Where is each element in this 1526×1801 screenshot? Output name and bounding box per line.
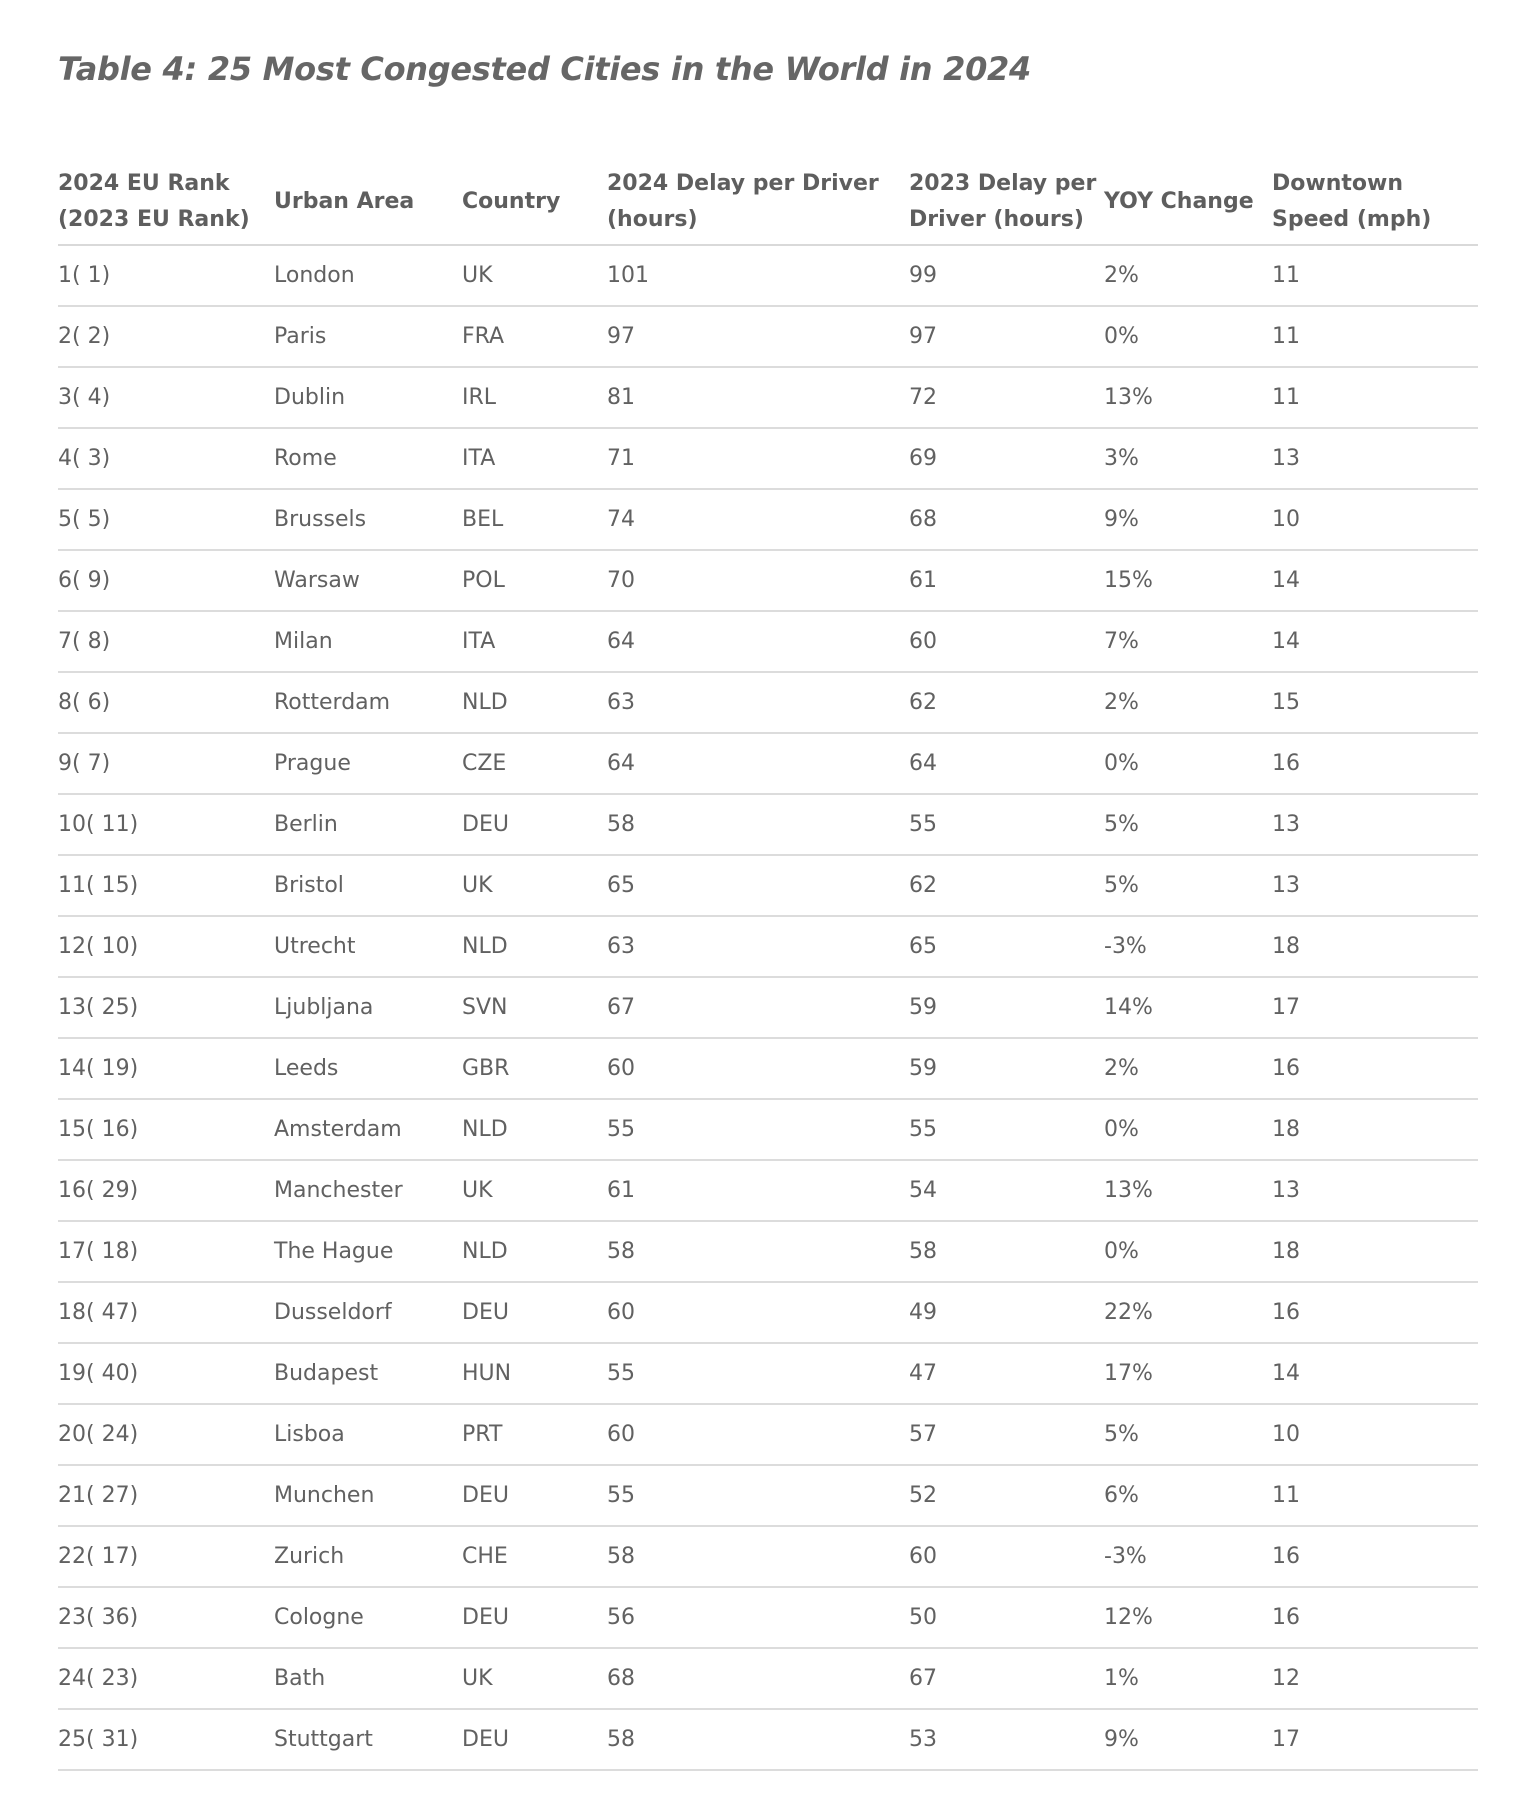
delay-2024-cell: 68	[607, 1648, 909, 1709]
country-cell: CZE	[462, 733, 607, 794]
urban-area-cell: Ljubljana	[274, 977, 462, 1038]
rank-cell: 11( 15)	[58, 855, 274, 916]
yoy-change-cell: 14%	[1104, 977, 1272, 1038]
downtown-speed-cell: 16	[1272, 1038, 1478, 1099]
header-country: Country	[462, 160, 607, 245]
country-cell: UK	[462, 1160, 607, 1221]
delay-2023-cell: 61	[909, 550, 1104, 611]
table-row	[58, 916, 1478, 977]
table-row	[58, 1404, 1478, 1465]
yoy-change-cell: 7%	[1104, 611, 1272, 672]
table-row	[58, 550, 1478, 611]
delay-2024-cell: 58	[607, 1709, 909, 1770]
delay-2023-cell: 68	[909, 489, 1104, 550]
delay-2023-cell: 53	[909, 1709, 1104, 1770]
table-row	[58, 306, 1478, 367]
table-row	[58, 1587, 1478, 1648]
delay-2023-cell: 47	[909, 1343, 1104, 1404]
table-row	[58, 1221, 1478, 1282]
urban-area-cell: Utrecht	[274, 916, 462, 977]
rank-cell: 24( 23)	[58, 1648, 274, 1709]
table-row	[58, 1526, 1478, 1587]
country-cell: IRL	[462, 367, 607, 428]
table-row	[58, 1343, 1478, 1404]
yoy-change-cell: 15%	[1104, 550, 1272, 611]
country-cell: SVN	[462, 977, 607, 1038]
downtown-speed-cell: 16	[1272, 1587, 1478, 1648]
delay-2023-cell: 49	[909, 1282, 1104, 1343]
yoy-change-cell: 0%	[1104, 1221, 1272, 1282]
yoy-change-cell: 0%	[1104, 1099, 1272, 1160]
downtown-speed-cell: 14	[1272, 550, 1478, 611]
downtown-speed-cell: 17	[1272, 1709, 1478, 1770]
country-cell: HUN	[462, 1343, 607, 1404]
downtown-speed-cell: 17	[1272, 977, 1478, 1038]
header-yoy-change: YOY Change	[1104, 160, 1272, 245]
country-cell: DEU	[462, 794, 607, 855]
delay-2023-cell: 64	[909, 733, 1104, 794]
yoy-change-cell: -3%	[1104, 1526, 1272, 1587]
downtown-speed-cell: 14	[1272, 611, 1478, 672]
delay-2024-cell: 64	[607, 611, 909, 672]
yoy-change-cell: 6%	[1104, 1465, 1272, 1526]
downtown-speed-cell: 18	[1272, 916, 1478, 977]
yoy-change-cell: 5%	[1104, 1404, 1272, 1465]
delay-2024-cell: 81	[607, 367, 909, 428]
urban-area-cell: Brussels	[274, 489, 462, 550]
delay-2023-cell: 67	[909, 1648, 1104, 1709]
country-cell: ITA	[462, 611, 607, 672]
country-cell: BEL	[462, 489, 607, 550]
rank-cell: 1( 1)	[58, 245, 274, 306]
urban-area-cell: Bristol	[274, 855, 462, 916]
delay-2024-cell: 97	[607, 306, 909, 367]
table-row	[58, 428, 1478, 489]
downtown-speed-cell: 15	[1272, 672, 1478, 733]
header-delay-2023: 2023 Delay per Driver (hours)	[909, 160, 1104, 245]
header-delay-2024: 2024 Delay per Driver (hours)	[607, 160, 909, 245]
downtown-speed-cell: 13	[1272, 855, 1478, 916]
delay-2023-cell: 55	[909, 1099, 1104, 1160]
urban-area-cell: Milan	[274, 611, 462, 672]
delay-2023-cell: 54	[909, 1160, 1104, 1221]
delay-2023-cell: 69	[909, 428, 1104, 489]
country-cell: DEU	[462, 1282, 607, 1343]
delay-2023-cell: 59	[909, 977, 1104, 1038]
yoy-change-cell: 2%	[1104, 245, 1272, 306]
urban-area-cell: Manchester	[274, 1160, 462, 1221]
downtown-speed-cell: 16	[1272, 1526, 1478, 1587]
downtown-speed-cell: 13	[1272, 428, 1478, 489]
urban-area-cell: Leeds	[274, 1038, 462, 1099]
country-cell: UK	[462, 855, 607, 916]
urban-area-cell: Budapest	[274, 1343, 462, 1404]
header-urban-area: Urban Area	[274, 160, 462, 245]
urban-area-cell: Cologne	[274, 1587, 462, 1648]
table-row	[58, 1709, 1478, 1770]
delay-2024-cell: 60	[607, 1404, 909, 1465]
table-row	[58, 1465, 1478, 1526]
urban-area-cell: Zurich	[274, 1526, 462, 1587]
delay-2024-cell: 63	[607, 672, 909, 733]
table-row	[58, 672, 1478, 733]
table-row	[58, 794, 1478, 855]
rank-cell: 12( 10)	[58, 916, 274, 977]
downtown-speed-cell: 10	[1272, 489, 1478, 550]
downtown-speed-cell: 10	[1272, 1404, 1478, 1465]
yoy-change-cell: 0%	[1104, 733, 1272, 794]
table-header	[58, 160, 1478, 245]
delay-2023-cell: 62	[909, 855, 1104, 916]
rank-cell: 20( 24)	[58, 1404, 274, 1465]
urban-area-cell: Dublin	[274, 367, 462, 428]
delay-2024-cell: 60	[607, 1282, 909, 1343]
table-row	[58, 1648, 1478, 1709]
header-downtown-speed: Downtown Speed (mph)	[1272, 160, 1478, 245]
urban-area-cell: The Hague	[274, 1221, 462, 1282]
rank-cell: 18( 47)	[58, 1282, 274, 1343]
delay-2023-cell: 55	[909, 794, 1104, 855]
yoy-change-cell: 5%	[1104, 855, 1272, 916]
delay-2024-cell: 65	[607, 855, 909, 916]
downtown-speed-cell: 14	[1272, 1343, 1478, 1404]
country-cell: GBR	[462, 1038, 607, 1099]
rank-cell: 16( 29)	[58, 1160, 274, 1221]
country-cell: NLD	[462, 916, 607, 977]
rank-cell: 2( 2)	[58, 306, 274, 367]
yoy-change-cell: 13%	[1104, 367, 1272, 428]
delay-2024-cell: 58	[607, 1526, 909, 1587]
delay-2024-cell: 74	[607, 489, 909, 550]
urban-area-cell: Amsterdam	[274, 1099, 462, 1160]
delay-2024-cell: 55	[607, 1465, 909, 1526]
country-cell: FRA	[462, 306, 607, 367]
rank-cell: 9( 7)	[58, 733, 274, 794]
delay-2023-cell: 60	[909, 611, 1104, 672]
yoy-change-cell: -3%	[1104, 916, 1272, 977]
delay-2023-cell: 65	[909, 916, 1104, 977]
urban-area-cell: Warsaw	[274, 550, 462, 611]
yoy-change-cell: 9%	[1104, 1709, 1272, 1770]
rank-cell: 23( 36)	[58, 1587, 274, 1648]
table-title: Table 4: 25 Most Congested Cities in the World in 2024	[58, 50, 1031, 88]
country-cell: DEU	[462, 1465, 607, 1526]
table-row	[58, 733, 1478, 794]
country-cell: PRT	[462, 1404, 607, 1465]
country-cell: ITA	[462, 428, 607, 489]
rank-cell: 13( 25)	[58, 977, 274, 1038]
urban-area-cell: Rome	[274, 428, 462, 489]
delay-2023-cell: 59	[909, 1038, 1104, 1099]
congestion-table	[58, 160, 1478, 1771]
delay-2024-cell: 67	[607, 977, 909, 1038]
country-cell: NLD	[462, 1221, 607, 1282]
rank-cell: 6( 9)	[58, 550, 274, 611]
table-body	[58, 245, 1478, 1770]
rank-cell: 5( 5)	[58, 489, 274, 550]
yoy-change-cell: 22%	[1104, 1282, 1272, 1343]
delay-2024-cell: 60	[607, 1038, 909, 1099]
delay-2024-cell: 64	[607, 733, 909, 794]
delay-2024-cell: 58	[607, 794, 909, 855]
downtown-speed-cell: 12	[1272, 1648, 1478, 1709]
table-row	[58, 855, 1478, 916]
rank-cell: 4( 3)	[58, 428, 274, 489]
urban-area-cell: Rotterdam	[274, 672, 462, 733]
table-row	[58, 245, 1478, 306]
delay-2023-cell: 62	[909, 672, 1104, 733]
downtown-speed-cell: 11	[1272, 1465, 1478, 1526]
country-cell: DEU	[462, 1587, 607, 1648]
delay-2023-cell: 52	[909, 1465, 1104, 1526]
table-row	[58, 1038, 1478, 1099]
yoy-change-cell: 13%	[1104, 1160, 1272, 1221]
downtown-speed-cell: 16	[1272, 733, 1478, 794]
header-row	[58, 160, 1478, 245]
delay-2024-cell: 71	[607, 428, 909, 489]
table-row	[58, 1160, 1478, 1221]
delay-2023-cell: 50	[909, 1587, 1104, 1648]
downtown-speed-cell: 16	[1272, 1282, 1478, 1343]
rank-cell: 17( 18)	[58, 1221, 274, 1282]
table-row	[58, 1099, 1478, 1160]
country-cell: CHE	[462, 1526, 607, 1587]
urban-area-cell: Munchen	[274, 1465, 462, 1526]
delay-2024-cell: 55	[607, 1343, 909, 1404]
table-row	[58, 611, 1478, 672]
delay-2024-cell: 56	[607, 1587, 909, 1648]
country-cell: UK	[462, 245, 607, 306]
rank-cell: 14( 19)	[58, 1038, 274, 1099]
table-row	[58, 977, 1478, 1038]
delay-2023-cell: 57	[909, 1404, 1104, 1465]
yoy-change-cell: 0%	[1104, 306, 1272, 367]
rank-cell: 22( 17)	[58, 1526, 274, 1587]
table-row	[58, 489, 1478, 550]
urban-area-cell: Berlin	[274, 794, 462, 855]
downtown-speed-cell: 13	[1272, 794, 1478, 855]
rank-cell: 25( 31)	[58, 1709, 274, 1770]
downtown-speed-cell: 11	[1272, 367, 1478, 428]
header-rank: 2024 EU Rank (2023 EU Rank)	[58, 160, 274, 245]
delay-2024-cell: 58	[607, 1221, 909, 1282]
rank-cell: 19( 40)	[58, 1343, 274, 1404]
country-cell: POL	[462, 550, 607, 611]
downtown-speed-cell: 13	[1272, 1160, 1478, 1221]
delay-2024-cell: 101	[607, 245, 909, 306]
rank-cell: 7( 8)	[58, 611, 274, 672]
yoy-change-cell: 12%	[1104, 1587, 1272, 1648]
delay-2024-cell: 63	[607, 916, 909, 977]
delay-2023-cell: 72	[909, 367, 1104, 428]
country-cell: NLD	[462, 1099, 607, 1160]
delay-2024-cell: 61	[607, 1160, 909, 1221]
rank-cell: 15( 16)	[58, 1099, 274, 1160]
rank-cell: 10( 11)	[58, 794, 274, 855]
yoy-change-cell: 5%	[1104, 794, 1272, 855]
downtown-speed-cell: 11	[1272, 306, 1478, 367]
yoy-change-cell: 2%	[1104, 672, 1272, 733]
downtown-speed-cell: 18	[1272, 1221, 1478, 1282]
urban-area-cell: Dusseldorf	[274, 1282, 462, 1343]
yoy-change-cell: 2%	[1104, 1038, 1272, 1099]
delay-2023-cell: 97	[909, 306, 1104, 367]
rank-cell: 8( 6)	[58, 672, 274, 733]
urban-area-cell: Lisboa	[274, 1404, 462, 1465]
rank-cell: 3( 4)	[58, 367, 274, 428]
country-cell: DEU	[462, 1709, 607, 1770]
downtown-speed-cell: 11	[1272, 245, 1478, 306]
urban-area-cell: Bath	[274, 1648, 462, 1709]
downtown-speed-cell: 18	[1272, 1099, 1478, 1160]
rank-cell: 21( 27)	[58, 1465, 274, 1526]
delay-2024-cell: 55	[607, 1099, 909, 1160]
urban-area-cell: Prague	[274, 733, 462, 794]
delay-2024-cell: 70	[607, 550, 909, 611]
country-cell: NLD	[462, 672, 607, 733]
table-row	[58, 1282, 1478, 1343]
table-row	[58, 367, 1478, 428]
yoy-change-cell: 17%	[1104, 1343, 1272, 1404]
urban-area-cell: Paris	[274, 306, 462, 367]
delay-2023-cell: 60	[909, 1526, 1104, 1587]
urban-area-cell: London	[274, 245, 462, 306]
delay-2023-cell: 99	[909, 245, 1104, 306]
yoy-change-cell: 9%	[1104, 489, 1272, 550]
delay-2023-cell: 58	[909, 1221, 1104, 1282]
yoy-change-cell: 3%	[1104, 428, 1272, 489]
country-cell: UK	[462, 1648, 607, 1709]
urban-area-cell: Stuttgart	[274, 1709, 462, 1770]
yoy-change-cell: 1%	[1104, 1648, 1272, 1709]
